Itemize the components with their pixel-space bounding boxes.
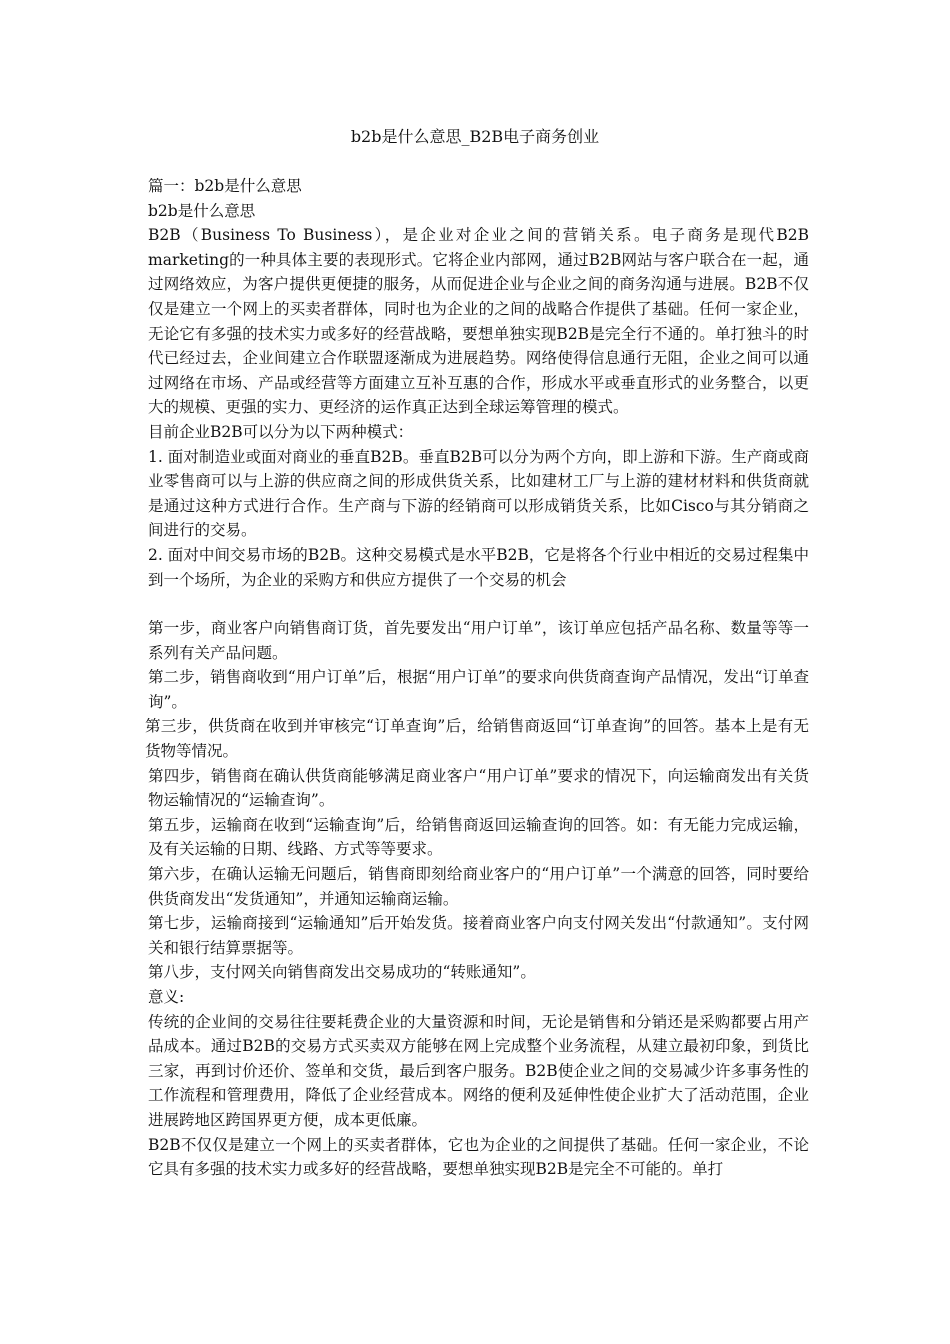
paragraph-step-2: 第二步，销售商收到“用户订单”后，根据“用户订单”的要求向供货商查询产品情况，发出“订单查询”。 — [148, 668, 809, 711]
paragraph-modes-intro: 目前企业B2B可以分为以下两种模式： — [148, 422, 414, 441]
paragraph-significance-heading: 意义: — [148, 988, 185, 1006]
document-body — [145, 174, 809, 1182]
paragraph-step-7: 第七步，运输商接到“运输通知”后开始发货。接着商业客户向支付网关发出“付款通知”。支付网关和银行结算票据等。 — [148, 914, 809, 957]
paragraph-step-3: 第三步，供货商在收到并审核完“订单查询”后，给销售商返回“订单查询”的回答。基本上是有无货物等情况。 — [145, 717, 809, 761]
paragraph-step-1: 第一步，商业客户向销售商订货，首先要发出“用户订单”，该订单应包括产品名称、数量等等一系列有关产品问题。 — [148, 619, 809, 662]
paragraph-step-8: 第八步，支付网关向销售商发出交易成功的“转账通知”。 — [148, 963, 536, 982]
paragraph-step-4: 第四步，销售商在确认供货商能够满足商业客户“用户订单”要求的情况下，向运输商发出有关货物运输情况的“运输查询”。 — [148, 766, 809, 810]
document-title: b2b是什么意思_B2B电子商务创业 — [350, 127, 600, 146]
paragraph-significance: 传统的企业间的交易往往要耗费企业的大量资源和时间，无论是销售和分销还是采购都要占用产品成本。通过B2B的交易方式买卖双方能够在网上完成整个业务流程，从建立最初印象，到货比三家，再到讨价还价、签单和交货，最后到客户服务。B2B使企业之间的交易减少许多事务性的工作流程和管理费用，降低了企业经营成本。网络的便利及延伸性使企业扩大了活动范围，企业进展跨地区跨国界更方便，成本更低廉。 — [148, 1012, 809, 1129]
paragraph-b2b-definition: B2B（Business To Business），是企业对企业之间的营销关系。电子商务是现代B2B marketing的一种具体主要的表现形式。它将企业内部网，通过B2B网站与客户联合在一起，通过网络效应，为客户提供更便捷的服务，从而促进企业与企业之间的商务沟通与进展。B2B不仅仅是建立一个网上的买卖者群体，同时也为企业的之间的战略合作提供了基础。任何一家企业，无论它有多强的技术实力或多好的经营战略，要想单独实现B2B是完全行不通的。单打独斗的时代已经过去，企业间建立合作联盟逐渐成为进展趋势。网络使得信息通行无阻，企业之间可以通过网络在市场、产品或经营等方面建立互补互惠的合作，形成水平或垂直形式的业务整合，以更大的规模、更强的实力、更经济的运作真正达到全球运筹管理的模式。 — [148, 226, 809, 417]
paragraph-step-6: 第六步，在确认运输无问题后，销售商即刻给商业客户的“用户订单”一个满意的回答，同时要给供货商发出“发货通知”，并通知运输商运输。 — [148, 865, 809, 908]
paragraph-mode-2: 2. 面对中间交易市场的B2B。这种交易模式是水平B2B，它是将各个行业中相近的交易过程集中到一个场所，为企业的采购方和供应方提供了一个交易的机会 — [148, 545, 809, 589]
paragraph-b2b-cooperation: B2B不仅仅是建立一个网上的买卖者群体，它也为企业的之间提供了基础。任何一家企业，不论它具有多强的技术实力或多好的经营战略，要想单独实现B2B是完全不可能的。单打 — [148, 1135, 809, 1179]
paragraph-mode-1: 1. 面对制造业或面对商业的垂直B2B。垂直B2B可以分为两个方向，即上游和下游。生产商或商业零售商可以与上游的供应商之间的形成供货关系，比如建材工厂与上游的建材材料和供货商就是通过这种方式进行合作。生产商与下游的经销商可以形成销货关系，比如Cisco与其分销商之间进行的交易。 — [148, 447, 809, 540]
paragraph-step-5: 第五步，运输商在收到“运输查询”后，给销售商返回运输查询的回答。如：有无能力完成运输，及有关运输的日期、线路、方式等等要求。 — [148, 815, 809, 859]
sub-heading: b2b是什么意思 — [148, 201, 256, 220]
paragraph-gap — [145, 592, 809, 616]
section-heading: 篇一：b2b是什么意思 — [148, 177, 302, 195]
